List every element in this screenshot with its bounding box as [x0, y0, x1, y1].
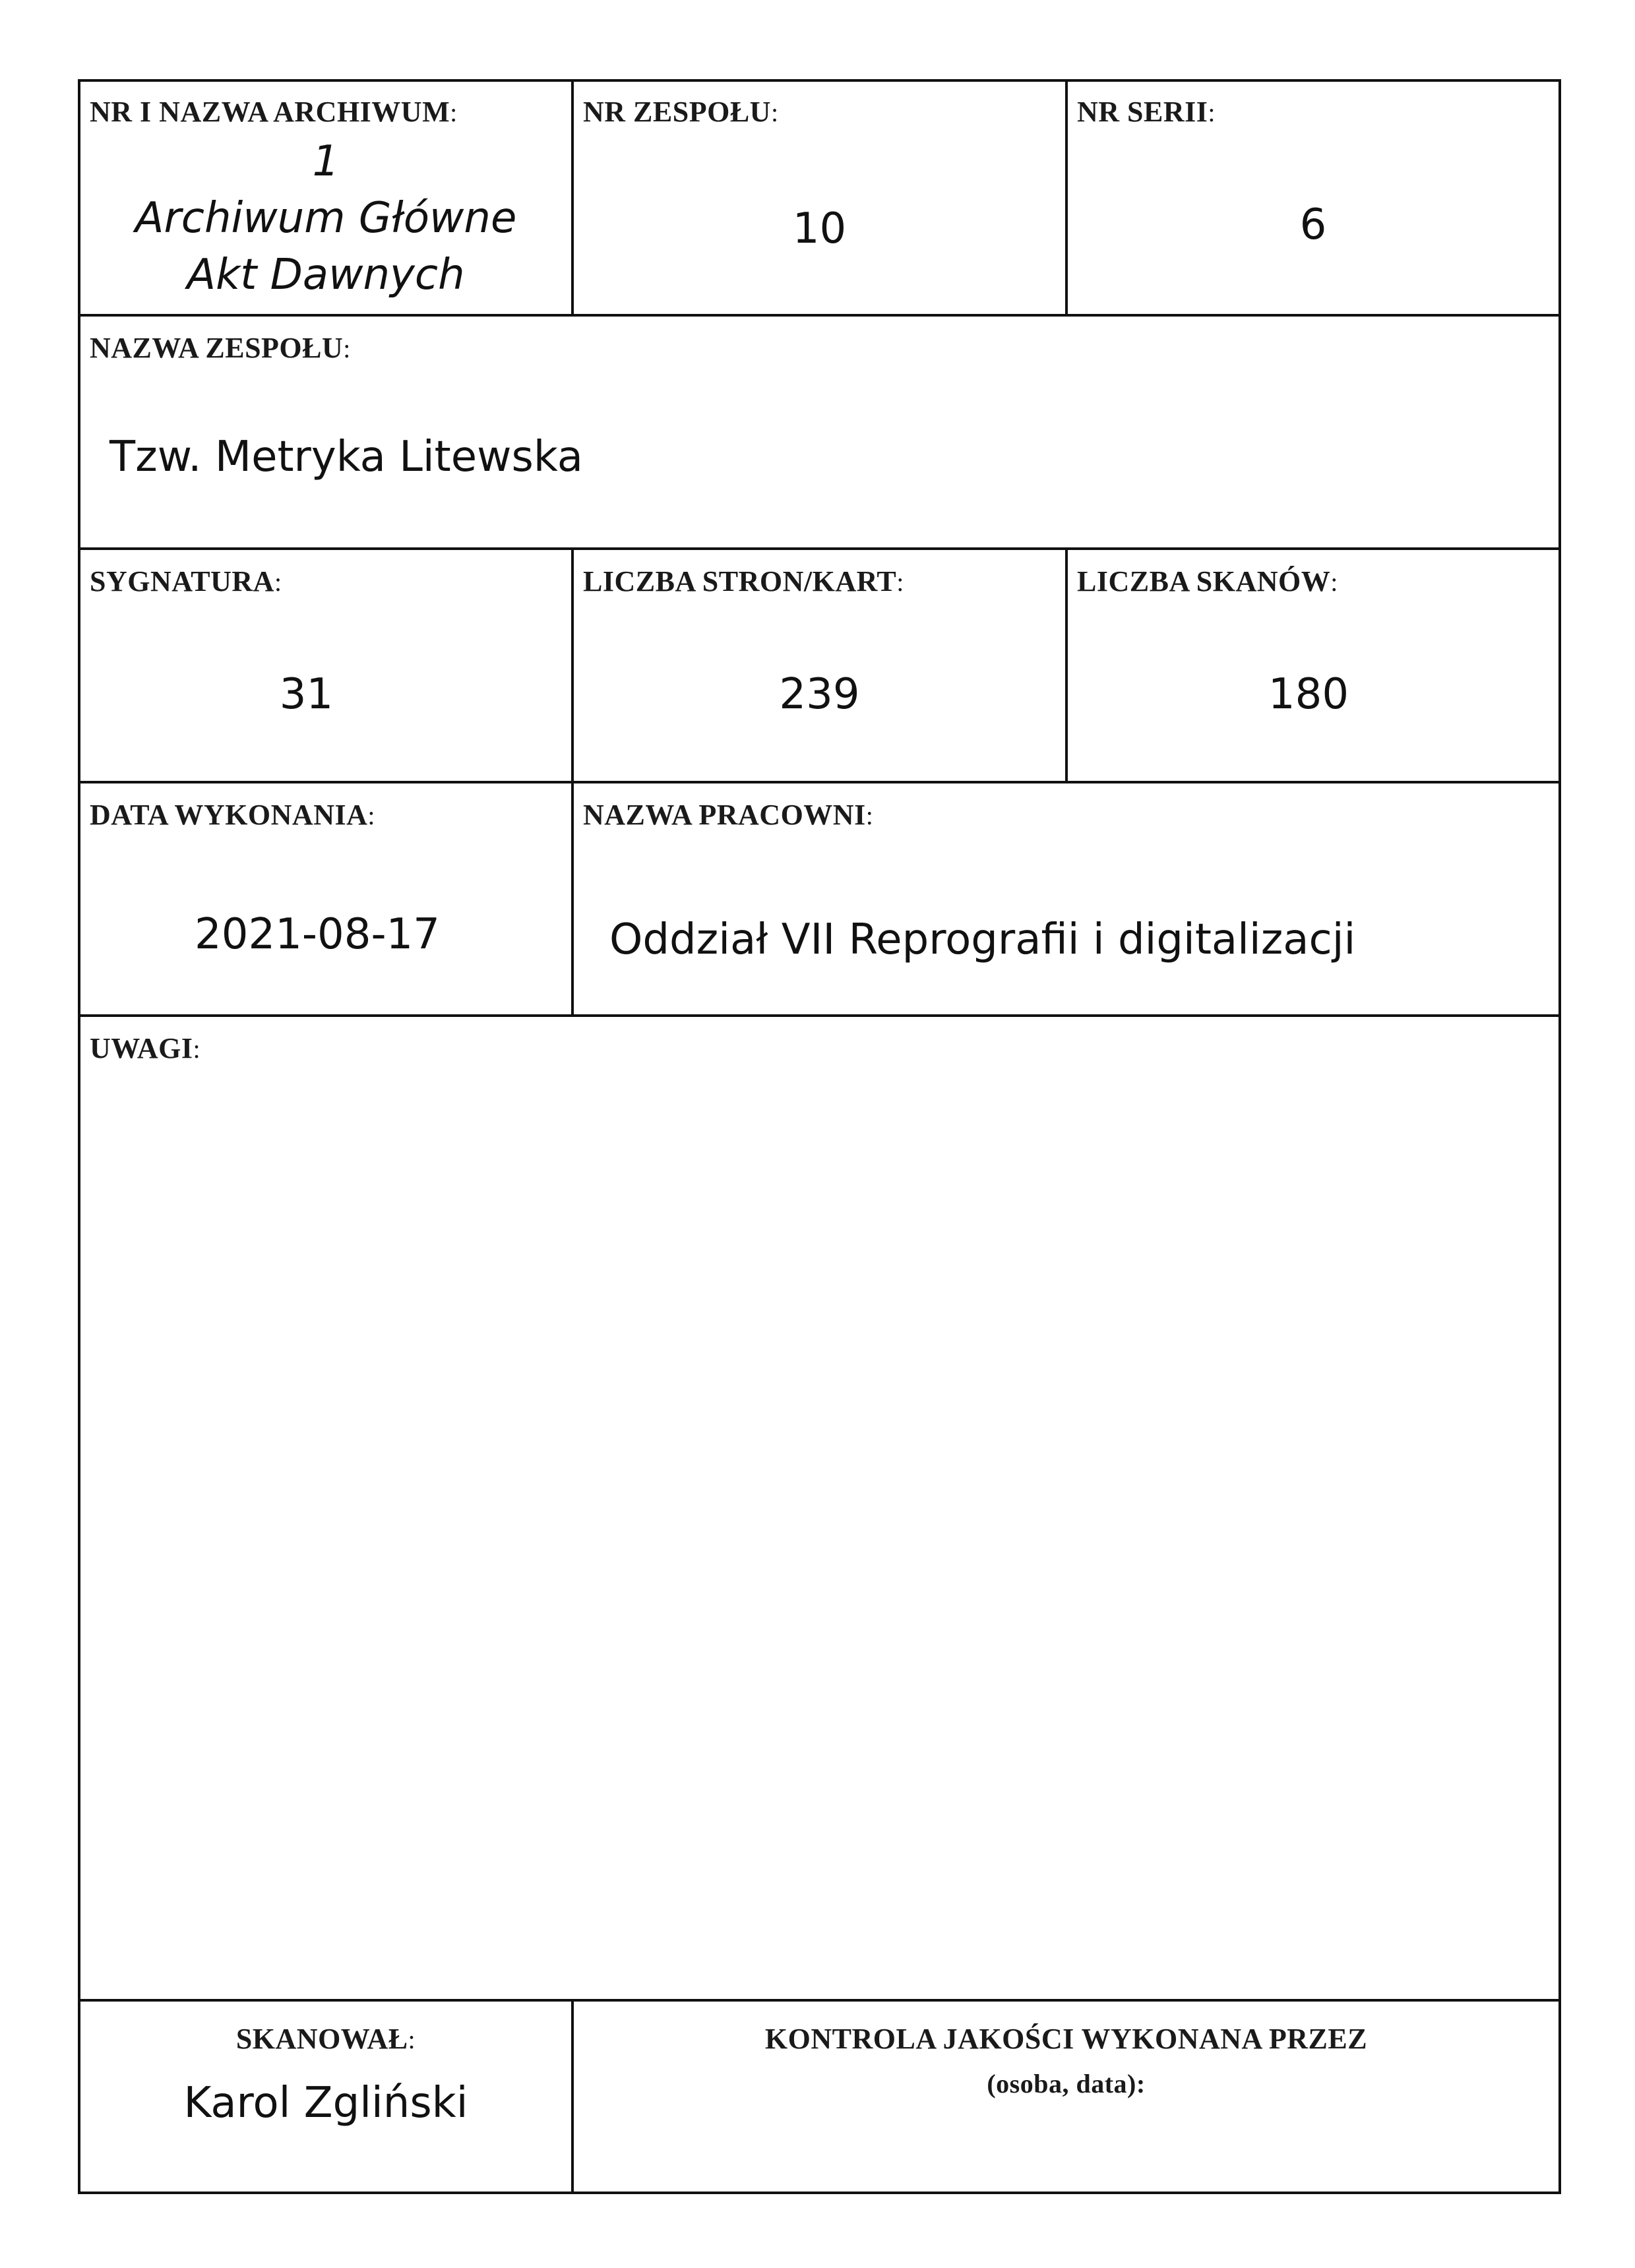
- pages-label: LICZBA STRON/KART:: [583, 565, 904, 598]
- fonds-number-label: NR ZESPOŁU:: [583, 96, 779, 128]
- date-label: DATA WYKONANIA:: [90, 799, 375, 831]
- signature-value: 31: [279, 670, 334, 719]
- grid-line: [1065, 547, 1068, 781]
- workshop-label: NAZWA PRACOWNI:: [583, 799, 874, 831]
- scanned-by-value: Karol Zgliński: [183, 2079, 468, 2128]
- quality-control-sublabel: (osoba, data):: [987, 2069, 1146, 2099]
- fonds-name-value: Tzw. Metryka Litewska: [109, 433, 583, 481]
- fonds-number-value: 10: [792, 204, 847, 253]
- quality-control-label: KONTROLA JAKOŚCI WYKONANA PRZEZ: [764, 2023, 1368, 2055]
- pages-value: 239: [779, 670, 860, 719]
- archive-label: NR I NAZWA ARCHIWUM:: [90, 96, 458, 128]
- series-number-label: NR SERII:: [1077, 96, 1216, 128]
- grid-line: [571, 781, 574, 1014]
- date-value: 2021-08-17: [195, 910, 440, 959]
- grid-line: [571, 82, 574, 314]
- scans-label: LICZBA SKANÓW:: [1077, 565, 1338, 598]
- archive-name-line1: Archiwum Główne: [135, 194, 517, 243]
- archive-number: 1: [312, 137, 340, 186]
- grid-line: [1065, 82, 1068, 314]
- metadata-form: [78, 79, 1561, 2194]
- workshop-value: Oddział VII Reprografii i digitalizacji: [609, 915, 1356, 964]
- signature-label: SYGNATURA:: [90, 565, 282, 598]
- grid-line: [80, 781, 1558, 783]
- grid-line: [571, 547, 574, 781]
- grid-line: [80, 547, 1558, 550]
- notes-label: UWAGI:: [90, 1032, 201, 1064]
- fonds-name-label: NAZWA ZESPOŁU:: [90, 332, 351, 364]
- scans-value: 180: [1268, 670, 1349, 719]
- grid-line: [80, 1999, 1558, 2002]
- grid-line: [80, 314, 1558, 317]
- grid-line: [80, 1014, 1558, 1017]
- series-number-value: 6: [1299, 200, 1327, 249]
- archive-name-line2: Akt Dawnych: [187, 251, 465, 299]
- scanned-by-label: SKANOWAŁ:: [235, 2023, 416, 2055]
